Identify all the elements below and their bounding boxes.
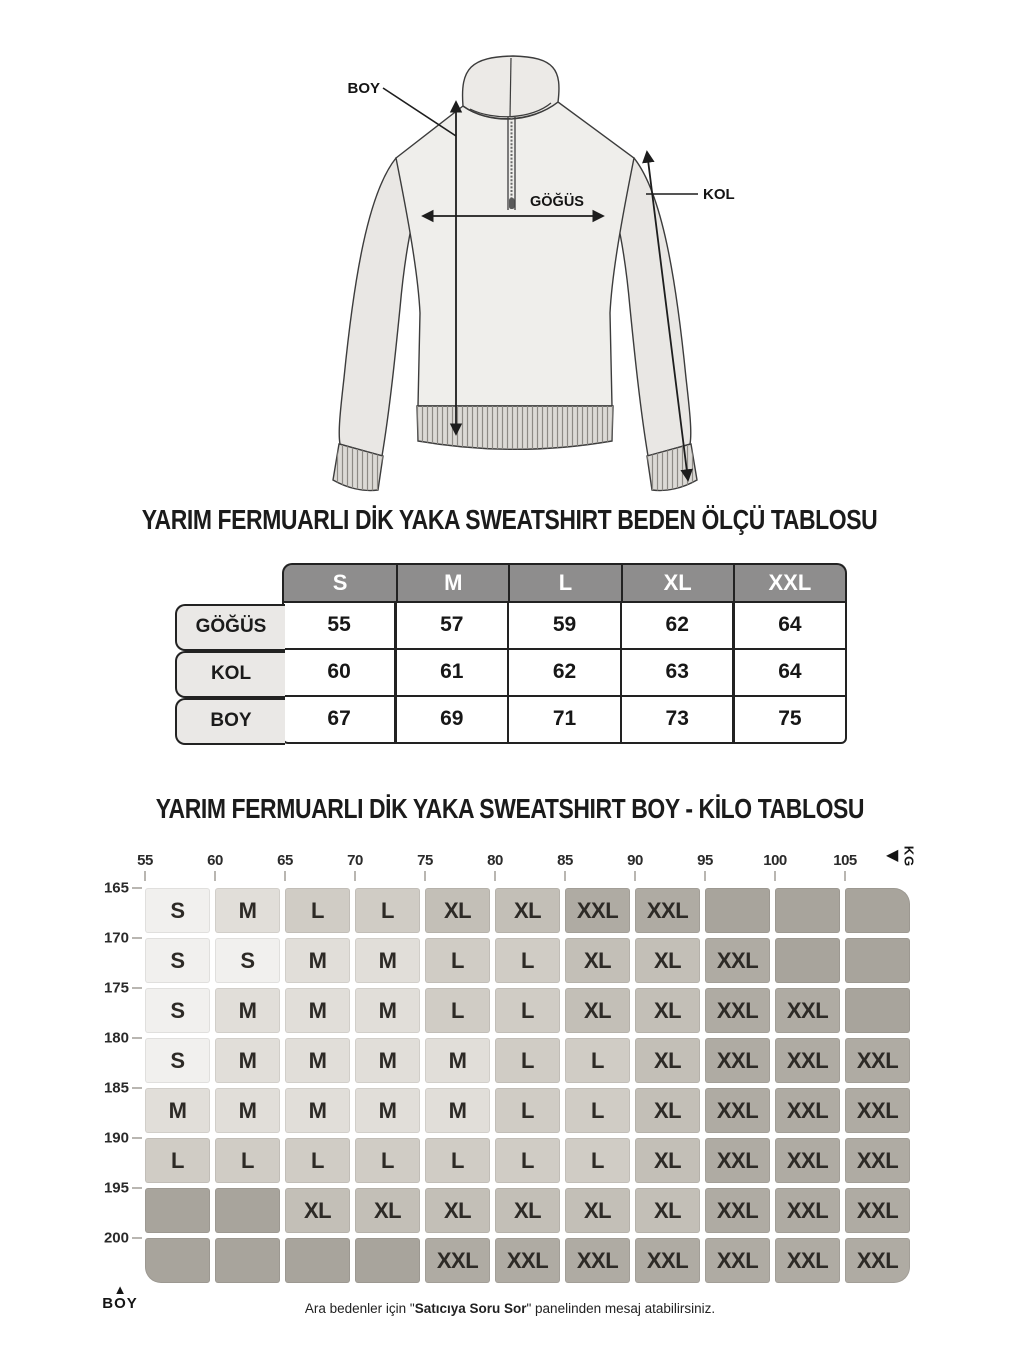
matrix-cell: L xyxy=(425,938,490,983)
footer-bold: Satıcıya Soru Sor xyxy=(414,1301,527,1316)
matrix-table-title-text: YARIM FERMUARLI DİK YAKA SWEATSHIRT BOY - KİLO TABLOSU xyxy=(155,793,865,824)
kg-tick-mark xyxy=(844,871,846,881)
boy-axis-label-text: BOY xyxy=(102,1295,138,1312)
kg-tick-label: 60 xyxy=(207,852,223,869)
kg-tick-mark xyxy=(634,871,636,881)
kol-diagram-label: KOL xyxy=(703,186,735,203)
matrix-cell: XXL xyxy=(845,1138,910,1183)
matrix-cell: XXL xyxy=(705,1138,770,1183)
kg-tick-mark xyxy=(424,871,426,881)
matrix-cell: L xyxy=(565,1038,630,1083)
footer-suffix: " panelinden mesaj atabilirsiniz. xyxy=(526,1301,716,1316)
size-header-row xyxy=(282,563,847,601)
matrix-cell: M xyxy=(215,888,280,933)
matrix-cell: M xyxy=(215,1088,280,1133)
matrix-cell: XL xyxy=(495,1188,560,1233)
matrix-cell: L xyxy=(565,1138,630,1183)
measure-value-cell: 71 xyxy=(509,697,619,742)
matrix-cell: XXL xyxy=(845,1188,910,1233)
matrix-cell-empty xyxy=(845,888,910,933)
measure-value-cell: 64 xyxy=(735,603,845,648)
measure-value-grid xyxy=(282,601,847,744)
matrix-cell: L xyxy=(145,1138,210,1183)
measure-value-cell: 62 xyxy=(622,603,732,648)
matrix-cell-empty xyxy=(845,938,910,983)
matrix-table-title xyxy=(0,793,1020,825)
matrix-cell: XXL xyxy=(775,988,840,1033)
size-column-header: XL xyxy=(621,565,733,601)
size-column-header: L xyxy=(508,565,620,601)
matrix-cell-empty xyxy=(145,1188,210,1233)
matrix-cell: L xyxy=(355,888,420,933)
matrix-cell: XL xyxy=(635,1188,700,1233)
matrix-cell: M xyxy=(145,1088,210,1133)
matrix-cell: XXL xyxy=(775,1138,840,1183)
matrix-cell: XL xyxy=(355,1188,420,1233)
matrix-cell: XL xyxy=(425,888,490,933)
matrix-cell: XL xyxy=(635,1088,700,1133)
matrix-cell: M xyxy=(215,1038,280,1083)
kg-tick-label: 80 xyxy=(487,852,503,869)
zipper-pull xyxy=(509,198,515,209)
matrix-cell: XXL xyxy=(705,1238,770,1283)
height-tick-label: 165 xyxy=(103,879,129,897)
measure-data-column xyxy=(282,563,847,745)
measure-value-cell: 67 xyxy=(284,697,394,742)
up-triangle-icon: ▲ xyxy=(113,1282,127,1297)
matrix-cell: M xyxy=(215,988,280,1033)
kg-tick-mark xyxy=(704,871,706,881)
matrix-cell-empty xyxy=(285,1238,350,1283)
matrix-cell: M xyxy=(425,1038,490,1083)
size-table-title-text: YARIM FERMUARLI DİK YAKA SWEATSHIRT BEDEN ÖLÇÜ TABLOSU xyxy=(142,504,878,535)
matrix-cell: XXL xyxy=(705,988,770,1033)
matrix-cell: XXL xyxy=(425,1238,490,1283)
measure-value-cell: 59 xyxy=(509,603,619,648)
height-tick-mark xyxy=(132,1237,142,1239)
matrix-cell: XL xyxy=(565,988,630,1033)
measure-row-label: BOY xyxy=(175,698,285,745)
matrix-cell: L xyxy=(495,988,560,1033)
kg-tick-label: 65 xyxy=(277,852,293,869)
matrix-cell: XXL xyxy=(775,1088,840,1133)
matrix-cell: S xyxy=(145,988,210,1033)
size-measure-table xyxy=(175,563,847,745)
height-tick-label: 175 xyxy=(103,979,129,997)
matrix-cell: L xyxy=(215,1138,280,1183)
height-tick-mark xyxy=(132,987,142,989)
matrix-cell: XL xyxy=(635,938,700,983)
size-column-header: XXL xyxy=(733,565,845,601)
matrix-cell: XXL xyxy=(845,1088,910,1133)
kg-tick-mark xyxy=(494,871,496,881)
matrix-cell: M xyxy=(355,938,420,983)
matrix-cell: XXL xyxy=(705,938,770,983)
matrix-cell: M xyxy=(355,1088,420,1133)
measure-row-label: KOL xyxy=(175,651,285,698)
matrix-cell: M xyxy=(355,1038,420,1083)
measure-value-cell: 60 xyxy=(284,650,394,695)
sweatshirt-diagram xyxy=(280,48,760,508)
matrix-cell: M xyxy=(285,988,350,1033)
kg-axis-label-text: KG xyxy=(901,845,917,867)
matrix-cell: XXL xyxy=(565,888,630,933)
matrix-cell: L xyxy=(285,888,350,933)
matrix-cell: M xyxy=(285,1088,350,1133)
boy-pointer-line xyxy=(383,88,456,136)
measure-value-cell: 73 xyxy=(622,697,732,742)
matrix-cell-empty xyxy=(145,1238,210,1283)
size-table-title xyxy=(0,504,1020,536)
matrix-cell: L xyxy=(425,988,490,1033)
matrix-cell-empty xyxy=(215,1188,280,1233)
height-tick-label: 190 xyxy=(103,1129,129,1147)
height-tick-mark xyxy=(132,1087,142,1089)
measure-value-cell: 57 xyxy=(397,603,507,648)
matrix-cell: M xyxy=(285,1038,350,1083)
height-tick-label: 185 xyxy=(103,1079,129,1097)
matrix-cell: L xyxy=(495,1038,560,1083)
left-triangle-icon: ◀ xyxy=(886,847,899,864)
matrix-cell: S xyxy=(145,888,210,933)
matrix-cell: XXL xyxy=(775,1238,840,1283)
matrix-cell: XXL xyxy=(495,1238,560,1283)
height-tick-label: 170 xyxy=(103,929,129,947)
matrix-cell: XXL xyxy=(705,1188,770,1233)
kg-tick-mark xyxy=(564,871,566,881)
kg-tick-label: 85 xyxy=(557,852,573,869)
kg-axis xyxy=(137,852,910,886)
matrix-cell: L xyxy=(285,1138,350,1183)
footer-prefix: Ara bedenler için " xyxy=(304,1301,415,1316)
matrix-cell: XXL xyxy=(775,1038,840,1083)
footer-note xyxy=(0,1301,1020,1316)
kg-tick-mark xyxy=(284,871,286,881)
matrix-cell-empty xyxy=(775,938,840,983)
matrix-cell: XXL xyxy=(705,1038,770,1083)
matrix-cell-empty xyxy=(845,988,910,1033)
height-tick-mark xyxy=(132,1137,142,1139)
matrix-cell: XL xyxy=(285,1188,350,1233)
matrix-cell: XXL xyxy=(775,1188,840,1233)
measure-value-cell: 75 xyxy=(735,697,845,742)
matrix-cell: XL xyxy=(635,988,700,1033)
height-tick-mark xyxy=(132,1037,142,1039)
height-tick-mark xyxy=(132,887,142,889)
matrix-cell-empty xyxy=(355,1238,420,1283)
height-tick-mark xyxy=(132,1187,142,1189)
measure-value-cell: 61 xyxy=(397,650,507,695)
matrix-cell: L xyxy=(355,1138,420,1183)
matrix-cell: L xyxy=(495,1138,560,1183)
matrix-cell: S xyxy=(215,938,280,983)
matrix-cell: XXL xyxy=(565,1238,630,1283)
matrix-grid xyxy=(145,888,910,1283)
matrix-cell: XXL xyxy=(845,1238,910,1283)
matrix-cell-empty xyxy=(775,888,840,933)
size-column-header: S xyxy=(332,570,348,595)
matrix-cell: L xyxy=(565,1088,630,1133)
matrix-cell: XL xyxy=(425,1188,490,1233)
matrix-cell: XXL xyxy=(845,1038,910,1083)
gogus-diagram-label: GÖĞÜS xyxy=(530,194,584,210)
kg-tick-label: 100 xyxy=(763,852,787,869)
kg-tick-mark xyxy=(214,871,216,881)
measure-value-cell: 55 xyxy=(284,603,394,648)
kg-tick-mark xyxy=(774,871,776,881)
measure-row-label: GÖĞÜS xyxy=(175,604,285,651)
measure-value-cell: 69 xyxy=(397,697,507,742)
hem-band-rib xyxy=(417,406,613,449)
kg-tick-label: 95 xyxy=(697,852,713,869)
matrix-cell: M xyxy=(355,988,420,1033)
matrix-cell: S xyxy=(145,938,210,983)
height-tick-label: 180 xyxy=(103,1029,129,1047)
kg-tick-label: 105 xyxy=(833,852,857,869)
measure-value-cell: 62 xyxy=(509,650,619,695)
matrix-cell: XL xyxy=(635,1038,700,1083)
measure-value-cell: 64 xyxy=(735,650,845,695)
matrix-cell-empty xyxy=(215,1238,280,1283)
kg-tick-label: 70 xyxy=(347,852,363,869)
size-column-header: M xyxy=(396,565,508,601)
matrix-cell: XXL xyxy=(635,1238,700,1283)
kg-tick-label: 75 xyxy=(417,852,433,869)
matrix-cell: XL xyxy=(565,1188,630,1233)
matrix-cell: XL xyxy=(635,1138,700,1183)
matrix-cell: XL xyxy=(565,938,630,983)
matrix-cell: M xyxy=(425,1088,490,1133)
matrix-cell-empty xyxy=(705,888,770,933)
matrix-cell: XXL xyxy=(635,888,700,933)
kg-axis-label xyxy=(886,845,920,867)
measure-value-cell: 63 xyxy=(622,650,732,695)
matrix-cell: L xyxy=(425,1138,490,1183)
height-tick-label: 195 xyxy=(103,1179,129,1197)
measure-label-column xyxy=(175,563,285,745)
kg-tick-mark xyxy=(144,871,146,881)
height-tick-mark xyxy=(132,937,142,939)
matrix-cell: M xyxy=(285,938,350,983)
matrix-cell: L xyxy=(495,1088,560,1133)
kg-tick-label: 55 xyxy=(137,852,153,869)
height-tick-label: 200 xyxy=(103,1229,129,1247)
matrix-cell: L xyxy=(495,938,560,983)
matrix-cell: XL xyxy=(495,888,560,933)
matrix-cell: S xyxy=(145,1038,210,1083)
kg-tick-label: 90 xyxy=(627,852,643,869)
kg-tick-mark xyxy=(354,871,356,881)
boy-diagram-label: BOY xyxy=(347,80,380,97)
matrix-cell: XXL xyxy=(705,1088,770,1133)
